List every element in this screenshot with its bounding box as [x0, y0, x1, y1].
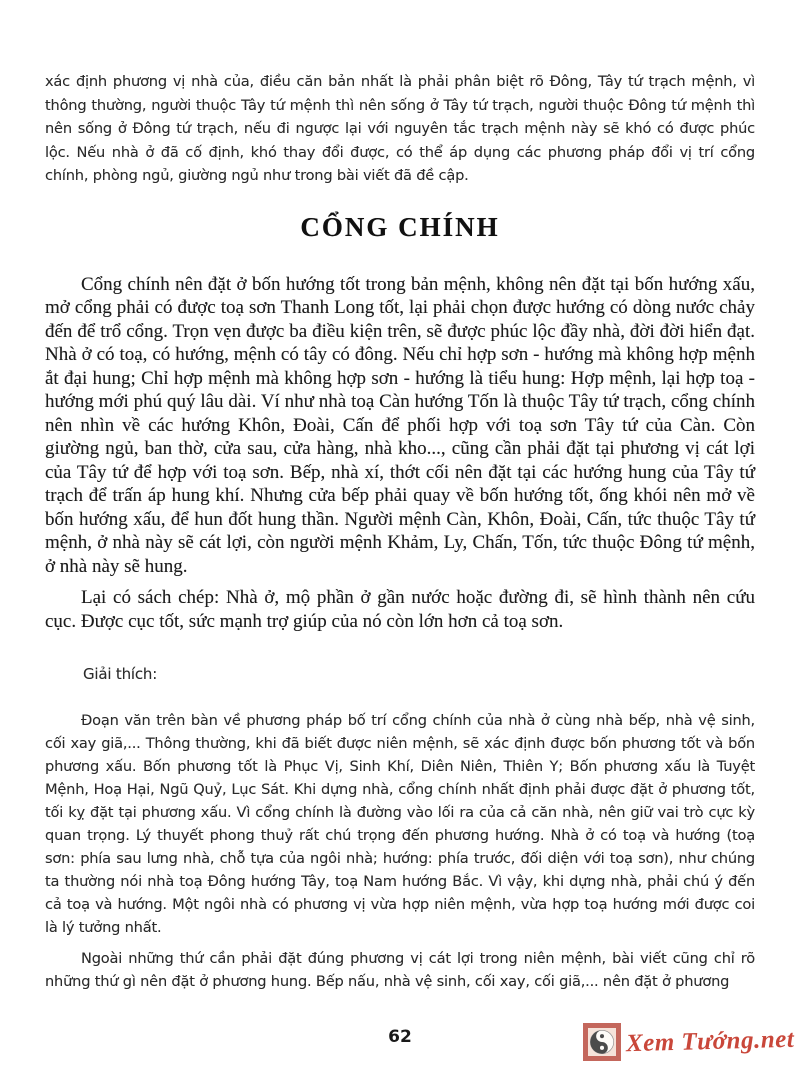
- explanation-paragraph-1: Đoạn văn trên bàn về phương pháp bố trí cổng chính của nhà ở cùng nhà bếp, nhà vệ sinh, cối xay giã,... Thông thường, khi đã biết được niên mệnh, sẽ xác định được bốn phương tốt và bốn phương xấu. Bốn phương tốt là Phục Vị, Sinh Khí, Diên Niên, Thiên Y; Bốn phương xấu là Tuyệt Mệnh, Hoạ Hại, Ngũ Quỷ, Lục Sát. Khi dựng nhà, cổng chính nhất định phải được đặt ở phương tốt, tối kỵ đặt tại phương xấu. Vì cổng chính là đường vào lối ra của cả căn nhà, nên giữ vai trò cực kỳ quan trọng. Lý thuyết phong thuỷ rất chú trọng đến phương hướng. Nhà ở có toạ và hướng (toạ sơn: phía sau lưng nhà, chỗ tựa của ngôi nhà; hướng: phía trước, đối diện với toạ sơn), như chúng ta thường nói nhà toạ Đông hướng Tây, toạ Nam hướng Bắc. Vì vậy, khi dựng nhà, phải chú ý đến cả toạ và hướng. Một ngôi nhà có phương vị vừa hợp niên mệnh, vừa hợp toạ hướng mới được coi là lý tưởng nhất.: [45, 711, 755, 936]
- yin-yang-icon: [583, 1023, 621, 1061]
- watermark: [583, 1023, 794, 1061]
- body-paragraph-main: Cổng chính nên đặt ở bốn hướng tốt trong bản mệnh, không nên đặt tại bốn hướng xấu, mở cổng phải có được toạ sơn Thanh Long tốt, lại phải chọn được hướng có dòng nước chảy đến để trổ cổng. Trọn vẹn được ba điều kiện trên, sẽ được phúc lộc đầy nhà, đời đời hiển đạt. Nhà ở có toạ, có hướng, mệnh có tây có đông. Nếu chỉ hợp sơn - hướng mà không hợp mệnh ắt đại hung; Chỉ hợp mệnh mà không hợp sơn - hướng là tiểu hung: Hợp mệnh, lại hợp toạ - hướng mới phú quý lâu dài. Ví như nhà toạ Càn hướng Tốn là thuộc Tây tứ trạch, cổng chính nên nhìn về các hướng Khôn, Đoài, Cấn để phối hợp với toạ sơn Tây tứ của Càn. Còn giường ngủ, ban thờ, cửa sau, cửa hàng, nhà kho..., cũng cần phải đặt tại phương vị cát lợi của Tây tứ để hợp với toạ sơn. Bếp, nhà xí, thớt cối nên đặt tại các hướng hung của Tây tứ trạch để trấn áp hung khí. Nhưng cửa bếp phải quay về bốn hướng tốt, ống khói nên mở về bốn hướng xấu, để hun đốt hung thần. Người mệnh Càn, Khôn, Đoài, Cấn, tức thuộc Tây tứ mệnh, ở nhà này sẽ cát lợi, còn người mệnh Khảm, Ly, Chấn, Tốn, tức thuộc Đông tứ mệnh, ở nhà này sẽ hung.: [45, 273, 755, 577]
- page-title: CỔNG CHÍNH: [300, 211, 500, 242]
- body-paragraph-quote: Lại có sách chép: Nhà ở, mộ phần ở gần nước hoặc đường đi, sẽ hình thành nên cứu cục. Được cục tốt, sức mạnh trợ giúp của nó còn lớn hơn cả toạ sơn.: [45, 587, 755, 632]
- explanation-label: Giải thích:: [83, 665, 158, 683]
- intro-paragraph: xác định phương vị nhà của, điều căn bản nhất là phải phân biệt rõ Đông, Tây tứ trạch mệnh, vì thông thường, người thuộc Tây tứ mệnh thì nên sống ở Tây tứ trạch, người thuộc Đông tứ mệnh thì nên sống ở Đông tứ trạch, nếu đi ngược lại với nguyên tắc trạch mệnh này sẽ khó có được phúc lộc. Nếu nhà ở đã cố định, khó thay đổi được, có thể áp dụng các phương pháp đổi vị trí cổng chính, phòng ngủ, giường ngủ như trong bài viết đã đề cập.: [45, 73, 755, 184]
- watermark-text: Xem Tướng.net: [625, 1025, 795, 1058]
- page-number: 62: [388, 1027, 412, 1047]
- explanation-paragraph-2: Ngoài những thứ cần phải đặt đúng phương vị cát lợi trong niên mệnh, bài viết cũng chỉ rõ những thứ gì nên đặt ở phương hung. Bếp nấu, nhà vệ sinh, cối xay, cối giã,... nên đặt ở phương: [45, 949, 755, 990]
